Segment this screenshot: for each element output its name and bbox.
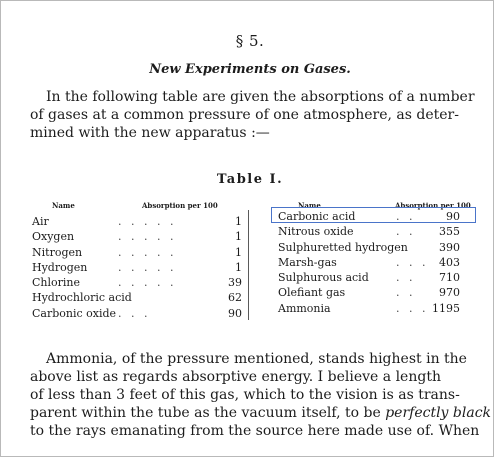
gas-name: Sulphurous acid: [278, 271, 369, 285]
table-row: [32, 306, 242, 321]
absorption-value: 90: [446, 210, 460, 223]
highlight-box: [271, 207, 476, 223]
absorption-value: 1: [235, 260, 242, 274]
table-row: [32, 214, 242, 229]
absorption-value: 1: [235, 245, 242, 259]
leader-dots: . .: [396, 210, 416, 223]
table-row: [32, 229, 242, 244]
gas-name: Olefiant gas: [278, 286, 346, 300]
table-title: Table I.: [216, 172, 284, 187]
leader-dots: . . . . .: [118, 245, 177, 259]
leader-dots: . . .: [396, 255, 429, 269]
absorption-value: 1: [235, 215, 242, 228]
absorption-value: 355: [439, 225, 460, 239]
gas-name: Hydrogen: [32, 260, 88, 274]
leader-dots: . . . . .: [118, 260, 177, 274]
leader-dots: . . .: [396, 301, 429, 315]
section-number: § 5.: [235, 32, 265, 50]
table-row: [278, 255, 460, 270]
right-absorption-header: Absorption per 100: [395, 201, 471, 210]
table-row: [278, 285, 460, 300]
text-line: mined with the new apparatus :—: [30, 125, 270, 141]
gas-name: Oxygen: [32, 230, 75, 244]
absorption-value: 1195: [432, 301, 460, 315]
leader-dots: . . . . .: [118, 276, 177, 290]
absorption-value: 403: [439, 255, 460, 269]
gas-name: Carbonic acid: [278, 210, 356, 223]
table-row: [278, 301, 460, 316]
gas-name: Sulphuretted hydrogen: [278, 240, 408, 254]
emphasis-text: perfectly black: [385, 405, 492, 421]
table-row: [32, 275, 242, 290]
table-row: [278, 224, 460, 239]
absorption-value: 90: [228, 306, 242, 320]
body-paragraph: [30, 350, 492, 440]
leader-dots: . . . . .: [118, 230, 177, 244]
absorption-value: 390: [439, 240, 460, 254]
gas-name: Air: [32, 215, 49, 228]
leader-dots: . .: [396, 286, 416, 300]
right-name-header: Name: [298, 201, 321, 210]
text-line: of less than 3 feet of this gas, which to the vision is as trans-: [30, 387, 460, 403]
leader-dots: . . . . .: [118, 215, 177, 228]
text-line: of gases at a common pressure of one atmosphere, as deter-: [30, 107, 459, 123]
absorption-value: 1: [235, 230, 242, 244]
gas-name: Carbonic oxide: [32, 306, 117, 320]
gas-name: Marsh-gas: [278, 255, 337, 269]
leader-dots: . .: [396, 225, 416, 239]
text-line: to the rays emanating from the source here made use of. When: [30, 423, 480, 439]
text-line: Ammonia, of the pressure mentioned, stands highest in the: [46, 351, 467, 367]
absorption-value: 62: [228, 291, 242, 305]
intro-paragraph: [30, 88, 482, 142]
book-page: [12, 0, 492, 459]
gas-name: Nitrogen: [32, 245, 83, 259]
text-span: parent within the tube as the vacuum itself, to be: [30, 405, 386, 421]
table-row: [32, 245, 242, 260]
column-divider: [248, 210, 249, 320]
table-row: [32, 260, 242, 275]
gas-name: Ammonia: [278, 301, 331, 315]
absorption-value: 39: [228, 276, 242, 290]
absorption-value: 970: [439, 286, 460, 300]
text-line: above list as regards absorptive energy. I believe a length: [30, 369, 441, 385]
left-absorption-header: Absorption per 100: [142, 201, 218, 210]
leader-dots: . . .: [118, 306, 151, 320]
table-row: [278, 240, 460, 255]
text-line: In the following table are given the absorptions of a number: [46, 89, 475, 105]
gas-name: Chlorine: [32, 276, 81, 290]
left-name-header: Name: [52, 201, 75, 210]
absorption-value: 710: [439, 271, 460, 285]
gas-name: Nitrous oxide: [278, 225, 354, 239]
section-heading: New Experiments on Gases.: [149, 62, 351, 77]
text-line: [30, 404, 492, 422]
gas-name: Hydrochloric acid: [32, 291, 132, 305]
left-table-column: [32, 214, 242, 321]
table-row: [278, 270, 460, 285]
right-table-column: [278, 209, 460, 316]
table-row: [32, 290, 242, 305]
leader-dots: . .: [396, 271, 416, 285]
